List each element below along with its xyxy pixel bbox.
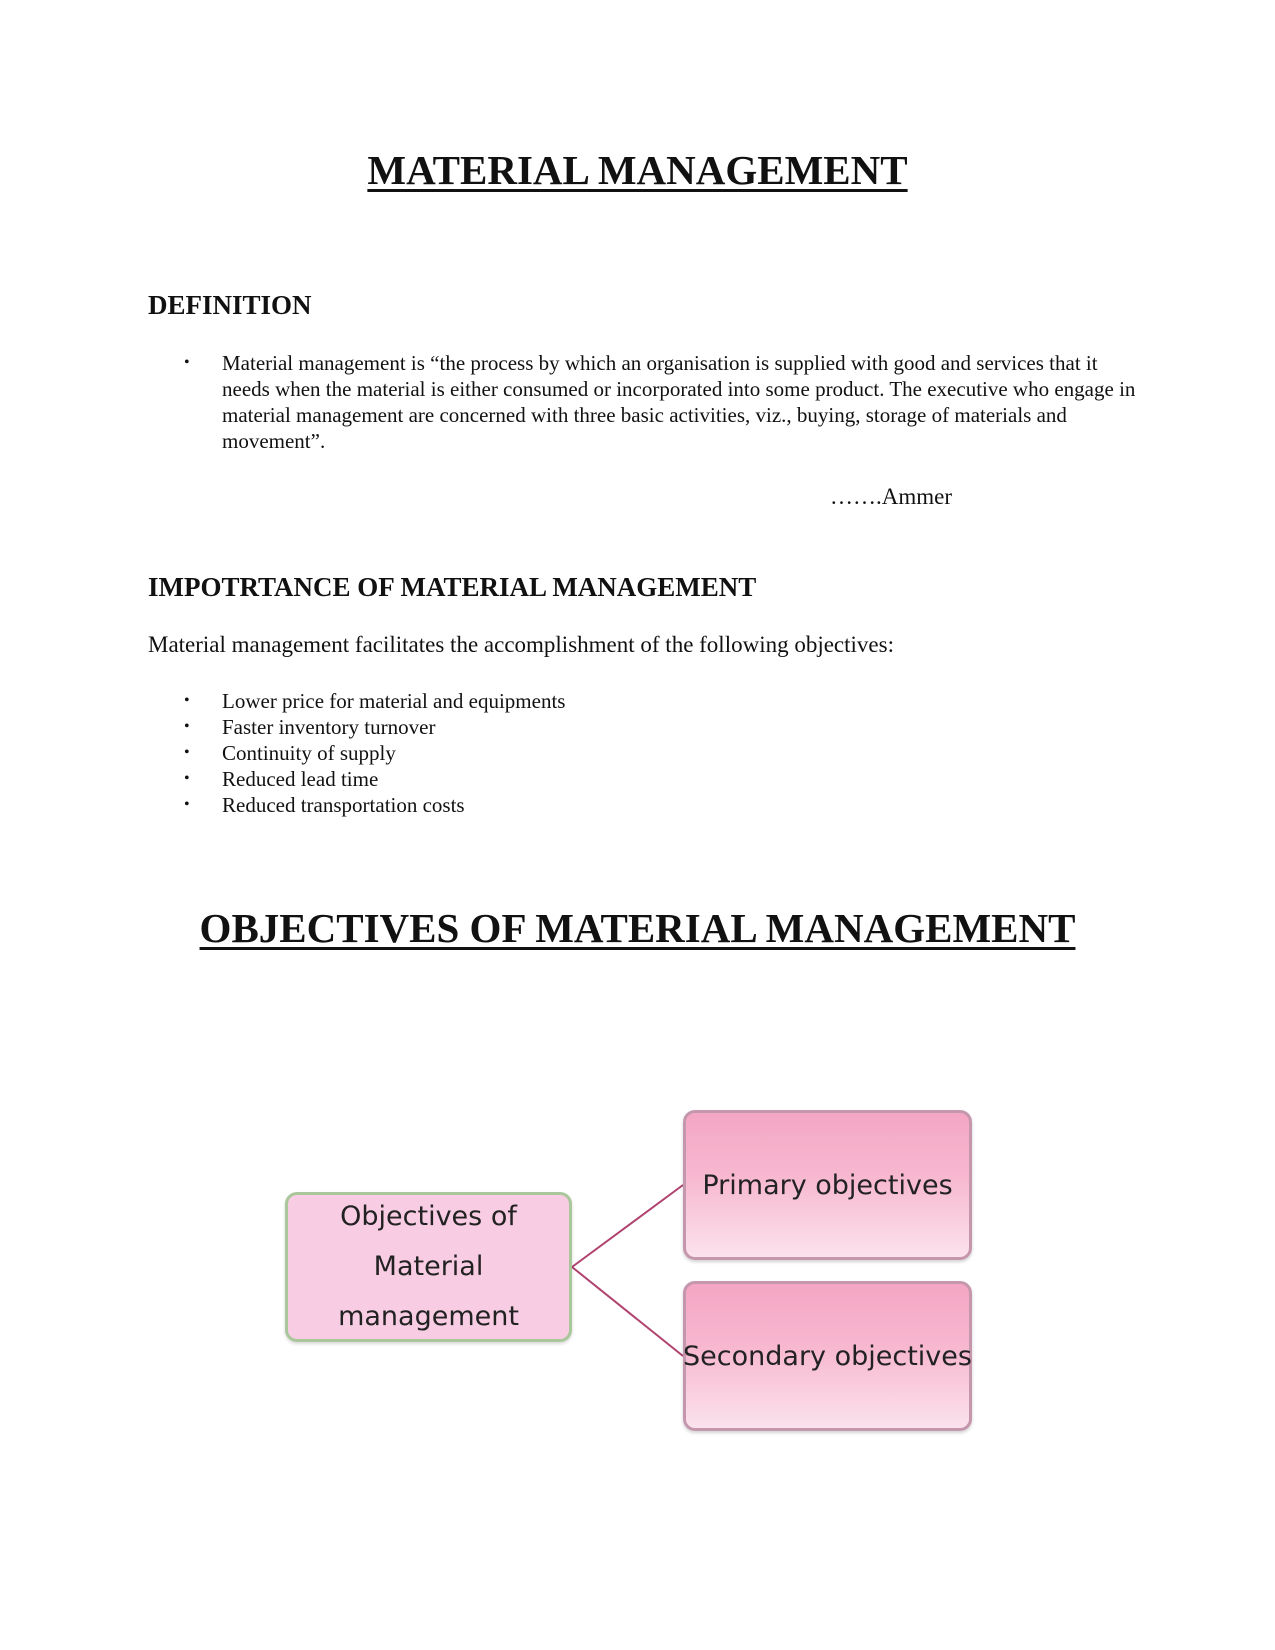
diagram-node-secondary: [683, 1281, 972, 1431]
list-item: • Reduced transportation costs: [148, 792, 1138, 818]
page-title-text: MATERIAL MANAGEMENT: [367, 147, 908, 193]
importance-list: [148, 688, 1138, 818]
objectives-heading-text: OBJECTIVES OF MATERIAL MANAGEMENT: [199, 905, 1076, 951]
diagram-node-secondary-label: Secondary objectives: [683, 1340, 972, 1372]
connector-line-secondary: [572, 1267, 683, 1356]
list-item: • Reduced lead time: [148, 766, 1138, 792]
definition-list: [148, 350, 1138, 454]
definition-text: • Material management is “the process by which an organisation is supplied with good and services that it needs when the material is either consumed or incorporated into some product. The executive who engage in material management are concerned with three basic activities, viz., buying, storage of materials and movement”.: [148, 350, 1138, 454]
connector-line-primary: [572, 1185, 683, 1267]
diagram-root-node: [285, 1192, 572, 1342]
diagram-root-label: Objectives of Material management: [338, 1201, 519, 1332]
definition-attribution: …….Ammer: [830, 484, 953, 509]
importance-intro: Material management facilitates the accomplishment of the following objectives:: [148, 632, 894, 657]
list-item: • Continuity of supply: [148, 740, 1138, 766]
list-item: • Faster inventory turnover: [148, 714, 1138, 740]
definition-heading: DEFINITION: [148, 290, 312, 320]
page-title: [0, 146, 1275, 195]
diagram-node-primary: [683, 1110, 972, 1260]
list-item: • Lower price for material and equipments: [148, 688, 1138, 714]
diagram-node-primary-label: Primary objectives: [702, 1169, 953, 1201]
importance-heading: IMPOTRTANCE OF MATERIAL MANAGEMENT: [148, 572, 757, 602]
objectives-heading: [0, 904, 1275, 953]
